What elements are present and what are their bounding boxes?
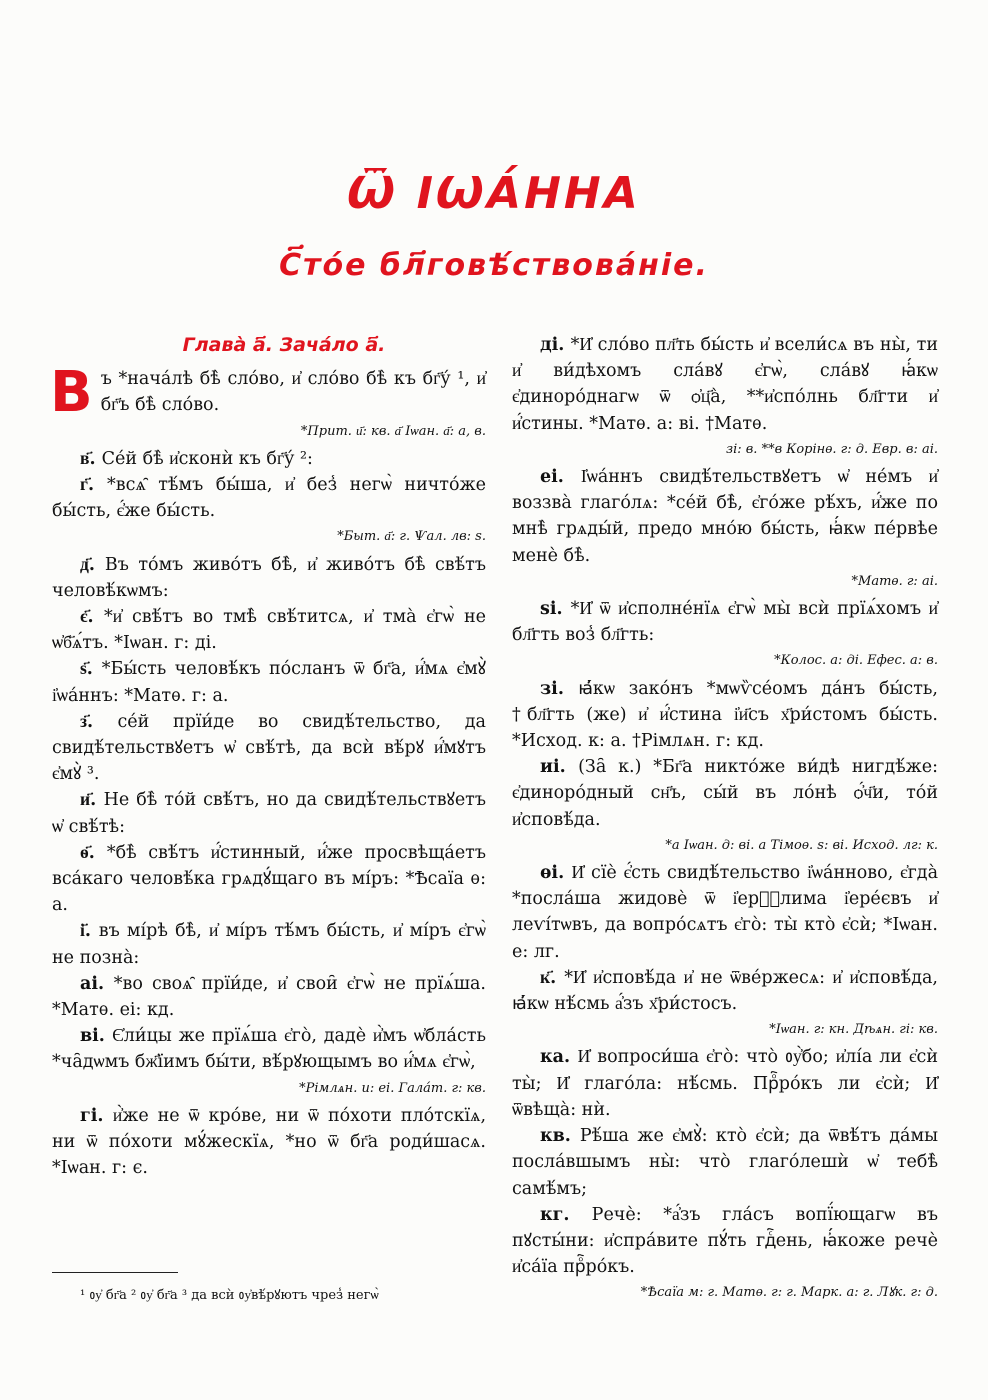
verse-text: въ мі́рѣ бѣ̀, и҆ мі́ръ тѣ́мъ бы́сть, и҆ мі́ръ є҆гѡ̀ не позна̀: xyxy=(52,921,486,968)
verse-number: ѳ҃. xyxy=(80,842,107,863)
verse-number: еі. xyxy=(540,467,581,488)
cross-reference: *Рімлѧн. и: еі. Гала́т. г: кв. xyxy=(299,1080,486,1096)
cross-reference: *Іѡан. г: кн. Дѣѧн. гі: кв. xyxy=(769,1022,938,1038)
verse-number: ѳі. xyxy=(540,863,572,884)
verse-text: се́й прїи́де во свидѣ́тельство, да свидѣ́тельствꙋетъ ѡ҆ свѣ́тѣ, да всѝ вѣ́рꙋ и҆́мꙋтъ є҆мꙋ̀ ³. xyxy=(52,711,486,785)
verse-text: и҆̀же не ѿ кро́ве, ни ѿ по́хоти пло́тскїѧ, ни ѿ по́хоти мꙋ́жескїѧ, *но ѿ бг҃а роди́шасѧ. *Іѡан. г: є. xyxy=(52,1105,487,1179)
cross-reference: *Матѳ. г: аі. xyxy=(851,573,938,589)
verse-number: і҃. xyxy=(80,921,99,942)
drop-cap: В xyxy=(50,360,93,426)
verse-number: з҃. xyxy=(80,711,118,732)
verse-number: ѕі. xyxy=(540,599,571,620)
verse xyxy=(512,596,938,648)
verse-number: ді. xyxy=(540,335,571,355)
verse xyxy=(52,656,486,708)
verse-number: г҃. xyxy=(80,475,108,496)
verse-number: ві. xyxy=(80,1026,113,1047)
cross-reference: *Ѣсаїа м: г. Матѳ. г: г. Марк. а: г. Лꙋк. г: д. xyxy=(640,1285,938,1301)
verse-text: Речѐ: *а҆́зъ гла́съ вопї́ющагѡ въ пꙋсты́ни: и҆спра́вите пꙋ́ть гдⷭ҇ень, ꙗ҆́коже речѐ и҆са́їа прⷪ҇ро́къ. xyxy=(512,1204,939,1278)
cross-reference: зі: в. **в Корінѳ. г: д. Евр. в: аі. xyxy=(725,441,938,457)
verse-text: (За̑ к.) *Бг҃а никто́же ви́дѣ нигдѣ́же: є҆диноро́дный сн҃ъ, сы́й въ ло́нѣ ѻ҆́ч҃и, то́й и҆сповѣ́да. xyxy=(512,757,938,830)
verse xyxy=(512,332,938,437)
verse-number: кв. xyxy=(540,1126,580,1147)
verse-text: *во своѧ̑ прїи́де, и҆ свои̑ є҆гѡ̀ не прїѧ́ша. *Матѳ. еі: кд. xyxy=(52,973,486,1021)
verse-text: І҆ѡа́ннъ свидѣ́тельствꙋетъ ѡ҆ не́мъ и҆ воззва̀ глаго́лѧ: *се́й бѣ̀, є҆го́же рѣ́хъ, и҆́же по мнѣ̀ грѧды́й, предо мно́ю бы́сть, ꙗ҆́кѡ пе́рвѣе менѐ бѣ̀. xyxy=(512,467,939,566)
verse-number: ка. xyxy=(540,1047,578,1068)
verse-number: д҃. xyxy=(80,554,105,575)
verse-number: кг. xyxy=(540,1204,592,1225)
verse xyxy=(52,1023,486,1075)
verse xyxy=(52,1103,486,1182)
verse xyxy=(52,709,486,788)
verse xyxy=(52,552,486,604)
verse xyxy=(52,787,486,839)
verse-text: *всѧ̑ тѣ́мъ бы́ша, и҆ без̾ негѡ̀ ничто́же бы́сть, є҆́же бы́сть. xyxy=(52,475,486,522)
cross-reference: *Прит. и҃: кв. а҃ Іѡан. а҃: а, в. xyxy=(300,423,486,439)
verse-number: гі. xyxy=(80,1105,113,1126)
verse xyxy=(512,1202,938,1281)
verse xyxy=(512,860,938,965)
verse-number: зі. xyxy=(540,678,579,699)
page-title: Ѿ ІѠА́ННА xyxy=(347,168,641,219)
verse-text: Въ то́мъ живо́тъ бѣ̀, и҆ живо́тъ бѣ̀ свѣ́тъ человѣ́кѡмъ: xyxy=(52,554,486,601)
verse-number: є҃. xyxy=(80,607,105,628)
footnote-divider xyxy=(52,1272,178,1273)
verse-number: в҃. xyxy=(80,448,102,469)
verse-text: *И҆ ѿ и҆сполне́нїѧ є҆гѡ̀ мы̀ всѝ прїѧ́хомъ и҆ бл҃гть воз̾ бл҃гть: xyxy=(512,599,938,646)
verse-text: *и҆ свѣ́тъ во тмѣ̀ свѣ́титсѧ, и҆ тма̀ є҆гѡ̀ не ѡ҆б҃ѧ́тъ. *Іѡан. г: ді. xyxy=(52,607,487,654)
verse-number: аі. xyxy=(80,973,114,994)
verse xyxy=(52,472,486,524)
verse-text: ꙗ҆́кѡ зако́нъ *мѡѷсе́омъ да́нъ бы́сть, †бл҃гть (же) и҆ и҆́стина і҆и҃съ х҃ри́стомъ бы́сть. *Исход. к: а. †Рімлѧн. г: кд. xyxy=(512,678,938,752)
verse-text: И҆ вопроси́ша є҆го̀: что̀ ᲂу҆̀бо; и҆лі́а ли є҆сѝ ты̀; И҆ глаго́ла: нѣ́смь. Прⷪ҇ро́къ ли є҆сѝ; И҆ ѿвѣща̀: нѝ. xyxy=(512,1047,938,1120)
cross-reference: *Колос. а: ді. Ефес. а: в. xyxy=(774,653,938,669)
verse-number: иі. xyxy=(540,757,579,778)
verse xyxy=(52,446,486,472)
right-column xyxy=(512,332,938,1308)
verse-number: к҃. xyxy=(540,967,565,988)
verse xyxy=(52,604,486,656)
verse xyxy=(52,971,486,1023)
cross-reference: *а Іѡан. д: ві. а Тімоѳ. ѕ: ві. Исход. лг: к. xyxy=(665,837,938,853)
verse xyxy=(512,965,938,1017)
cross-reference: *Быт. а҃: г. Ѱал. лв: ѕ. xyxy=(337,529,486,545)
verse-number: и҃. xyxy=(80,790,104,811)
verse-text: *И҆ и҆сповѣ́да и҆ не ѿве́ржесѧ: и҆ и҆сповѣ́да, ꙗ҆́кѡ нѣ́смь а҆́зъ х҃ри́стосъ. xyxy=(512,967,938,1015)
verse-text: *Бы́сть человѣ́къ по́сланъ ѿ бг҃а, и҆́мѧ є҆мꙋ̀ і҆ѡа́ннъ: *Матѳ. г: а. xyxy=(52,659,486,706)
verse xyxy=(512,676,938,755)
chapter-heading: Глава̀ а҃. Зача́ло а҃. xyxy=(182,334,386,356)
verse xyxy=(512,1123,938,1202)
verse-text: *И҆ сло́во пл҃ть бы́сть и҆ всели́сѧ въ ны̀, ти и҆ ви́дѣхомъ сла́вꙋ є҆гѡ̀, сла́вꙋ ꙗ҆́кѡ є҆диноро́днагѡ ѿ ѻ҆ц҃а̀, **и҆спо́лнь бл҃гти и҆ и҆́стины. *Матѳ. а: ві. †Матѳ. xyxy=(512,335,939,434)
verse-text: И҆ сїѐ є҆́сть свидѣ́тельство і҆ѡа́нново, є҆гда̀ *посла́ша жидовѐ ѿ і҆ерⷭ҇лима і҆ере́євъ и҆ леѵі́тѡвъ, да вопро́сѧтъ є҆го̀: ты̀ кто̀ є҆сѝ; *Іѡан. е: лг. xyxy=(512,863,938,962)
verse-text: ъ *нача́лѣ бѣ̀ сло́во, и҆ сло́во бѣ̀ къ бг҃у́ ¹, и҆ бг҃ъ бѣ̀ сло́во. xyxy=(100,369,486,416)
verse xyxy=(52,840,486,919)
verse xyxy=(512,1044,938,1123)
verse-text: *бѣ̀ свѣ́тъ и҆́стинный, и҆́же просвѣща́етъ вса́каго человѣ́ка грѧдꙋ́щаго въ мі́ръ: *Ѣсаїа ѳ: а. xyxy=(52,842,486,916)
verse-text: Се́й бѣ̀ и҆сконѝ къ бг҃у́ ²: xyxy=(101,448,313,469)
verse xyxy=(512,754,938,833)
left-column xyxy=(52,332,486,1182)
verse xyxy=(512,464,938,569)
footnote: ¹ ᲂу҆ бг҃а ² ᲂу҆ бг҃а ³ да всѝ ᲂу҆вѣ́рꙋютъ чрез̾ негѡ̀ xyxy=(80,1288,379,1303)
verse-text: Є҆ли́цы же прїѧ́ша є҆го̀, дадѐ и҆̀мъ ѡ҆бла́сть *ча̑дѡмъ бж҃їимъ бы́ти, вѣ́рꙋющымъ во и҆́мѧ є҆гѡ̀, xyxy=(52,1026,486,1073)
verse xyxy=(50,360,486,426)
page-subtitle: С҃то́е бл҃говѣ́ствова́ніе. xyxy=(279,248,709,283)
verse xyxy=(52,918,486,970)
verse-number: ѕ҃. xyxy=(80,659,102,680)
verse-text: Не бѣ̀ то́й свѣ́тъ, но да свидѣ́тельствꙋетъ ѡ҆ свѣ́тѣ: xyxy=(52,790,487,837)
verse-text: Рѣ́ша же є҆мꙋ̀: кто̀ є҆сѝ; да ѿвѣ́тъ да́мы посла́вшымъ ны̀: что̀ глаго́лешѝ ѡ҆ тебѣ̀ самѣ́мъ; xyxy=(512,1126,938,1199)
